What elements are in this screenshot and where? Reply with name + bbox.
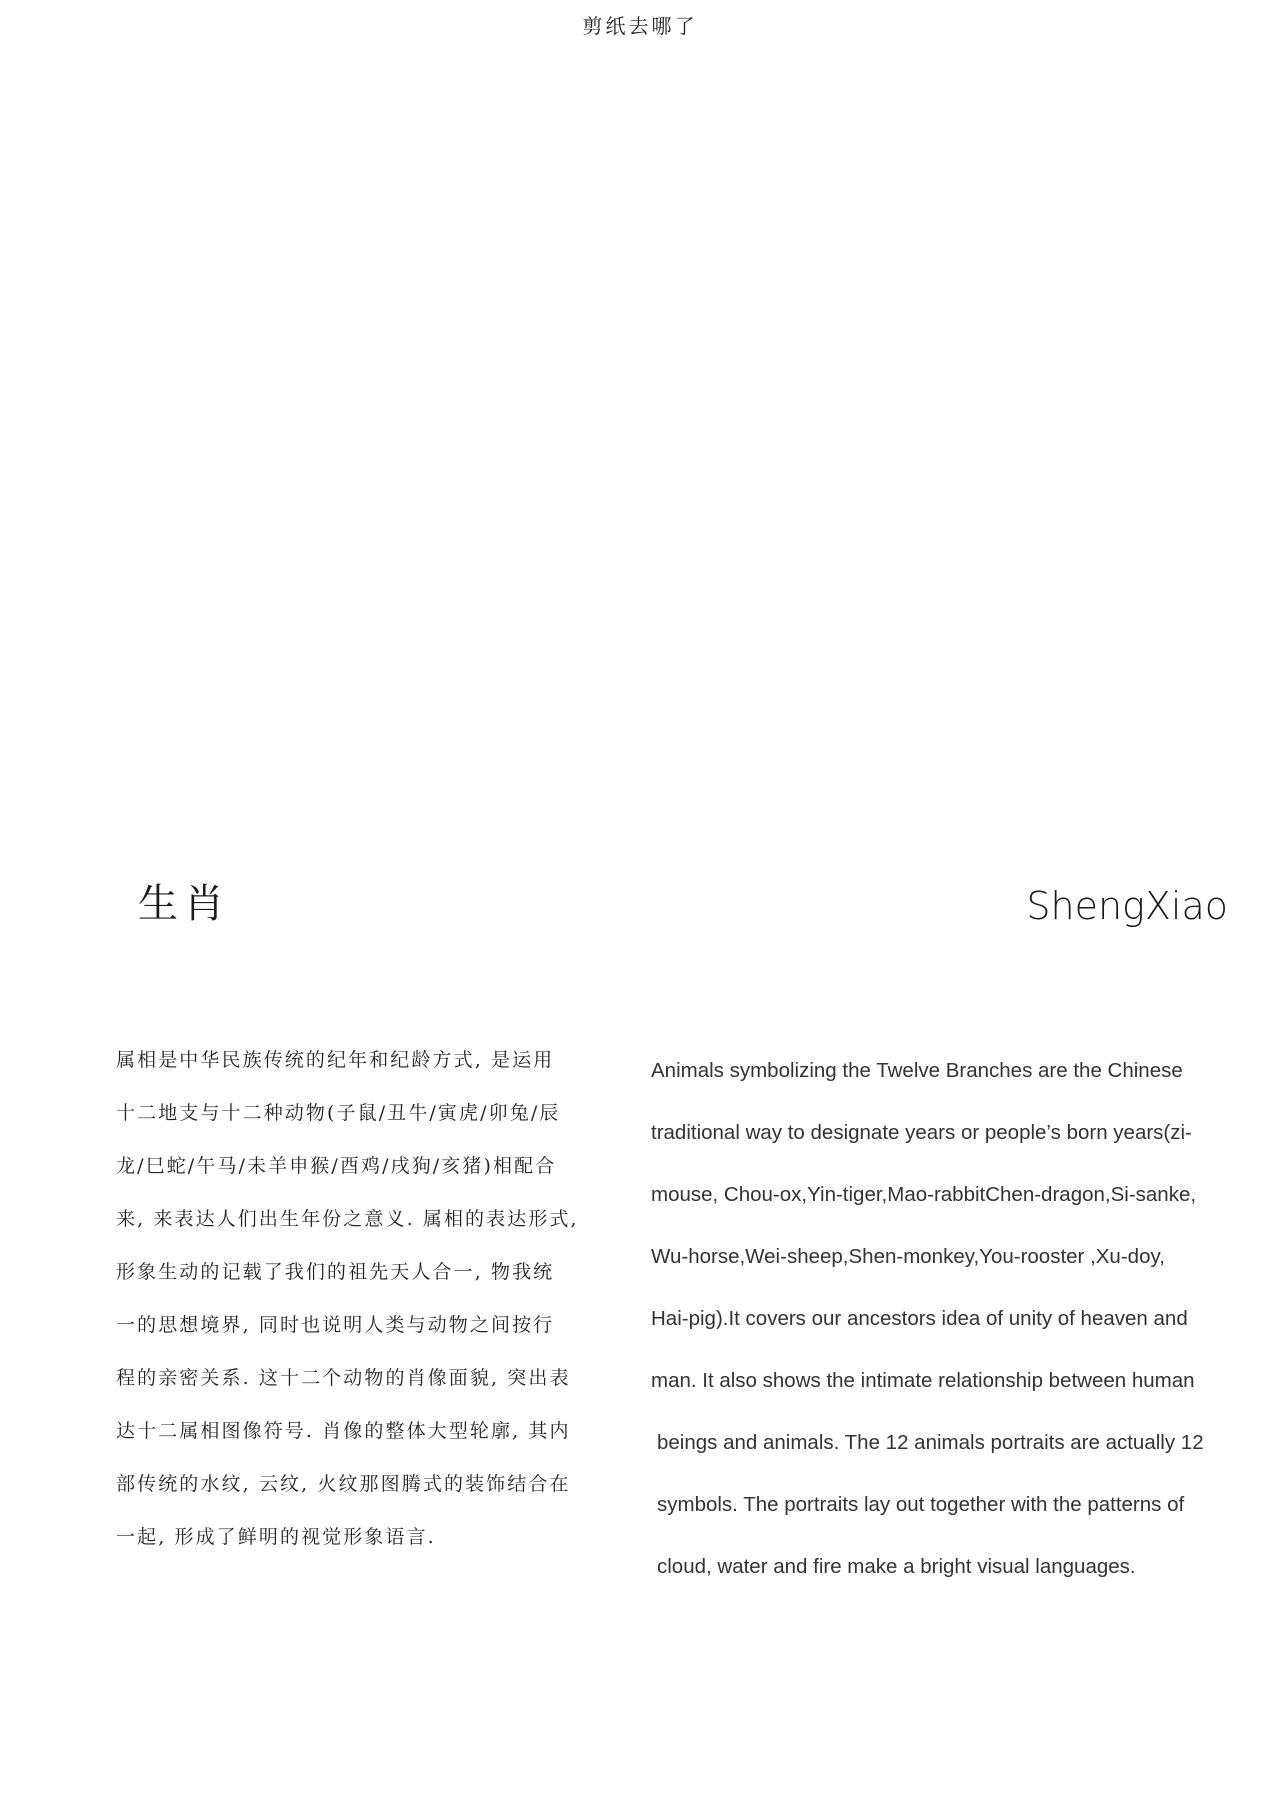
english-line: Animals symbolizing the Twelve Branches are the Chinese xyxy=(651,1059,1183,1082)
chinese-line: 达十二属相图像符号. 肖像的整体大型轮廓, 其内 xyxy=(116,1420,571,1442)
chinese-line: 部传统的水纹, 云纹, 火纹那图腾式的装饰结合在 xyxy=(116,1473,571,1495)
english-line: symbols. The portraits lay out together with the patterns of xyxy=(657,1493,1185,1516)
english-line: Hai-pig).It covers our ancestors idea of unity of heaven and xyxy=(651,1307,1188,1330)
section-title-chinese: 生肖 xyxy=(138,881,230,927)
chinese-line: 十二地支与十二种动物(子鼠/丑牛/寅虎/卯兔/辰 xyxy=(116,1102,561,1124)
english-line: man. It also shows the intimate relationship between human xyxy=(651,1369,1195,1392)
page-header-title: 剪纸去哪了 xyxy=(582,14,698,38)
english-line: mouse, Chou-ox,Yin-tiger,Mao-rabbitChen-dragon,Si-sanke, xyxy=(651,1183,1197,1206)
chinese-line: 一的思想境界, 同时也说明人类与动物之间按行 xyxy=(116,1314,555,1336)
english-paragraph xyxy=(651,1040,1261,1598)
chinese-line: 龙/巳蛇/午马/未羊申猴/酉鸡/戌狗/亥猪)相配合 xyxy=(116,1155,557,1177)
section-title-english: ShengXiao xyxy=(1026,884,1228,928)
chinese-line: 程的亲密关系. 这十二个动物的肖像面貌, 突出表 xyxy=(116,1367,571,1389)
chinese-line: 来, 来表达人们出生年份之意义. 属相的表达形式, xyxy=(116,1208,579,1230)
chinese-line: 属相是中华民族传统的纪年和纪龄方式, 是运用 xyxy=(116,1049,555,1071)
chinese-paragraph xyxy=(116,1034,616,1564)
english-line: cloud, water and fire make a bright visual languages. xyxy=(657,1555,1136,1578)
english-line: beings and animals. The 12 animals portraits are actually 12 xyxy=(657,1431,1204,1454)
english-line: Wu-horse,Wei-sheep,Shen-monkey,You-rooster ,Xu-doy, xyxy=(651,1245,1165,1268)
chinese-line: 形象生动的记载了我们的祖先天人合一, 物我统 xyxy=(116,1261,555,1283)
english-line: traditional way to designate years or people’s born years(zi- xyxy=(651,1121,1192,1144)
chinese-line: 一起, 形成了鲜明的视觉形象语言. xyxy=(116,1526,436,1548)
